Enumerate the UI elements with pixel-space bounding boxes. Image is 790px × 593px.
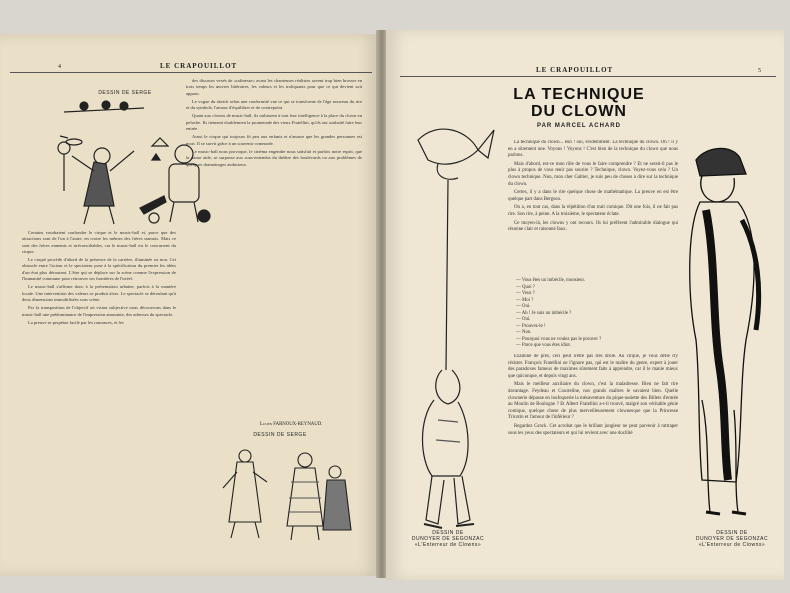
page-number: 4 xyxy=(58,64,61,70)
paragraph: Le music-hall nous provoque, le cinéma engendre nous satisfait et parfois notre esprit, que la danse aide, se surpasse aux sous-entendus du théâtre des boulevards ou aux problèmes de quelques dramaturges audacieux. xyxy=(186,148,362,167)
article-body xyxy=(508,140,678,275)
paragraph: La technique du clown... euh ! oui, évidemment. La technique du clown. Oh ! il y en a sûrement une. Voyons ! Voyons ! C'est bien de la technique du clown que nous parlons. xyxy=(508,140,678,159)
dialogue-line: — Oui. xyxy=(516,317,531,322)
dialogue-line: — Parce que vous êtes idiot. xyxy=(516,343,571,348)
running-head: LE CRAPOUILLOT xyxy=(160,62,238,70)
paragraph: Aussi le cirque qui toujours fit peu aux enfants et n'amuse que les grandes personnes est mort. Il se survit grâce à un souvenir commode. xyxy=(186,134,362,146)
paragraph: Le cirqué procède d'abord de la présence de la carrière, illuminée ou non. Cet obstacle entre l'acteur et le spectateur pose à la spécification du premier les idées d'un état plus déroutant. L'être qui se déplace sur la scène comme l'expression de l'humanité commune pour retrouver ses frontières de l'irréel. xyxy=(22,257,176,282)
dialogue-line: — Oui. xyxy=(516,304,531,309)
dialogue-line: — Vous ? xyxy=(516,291,535,296)
clown-drawing-right xyxy=(676,140,776,520)
paragraph: Par la transposition de l'objectif où vision subjective nous découvrons dans le music-hall une prédominance de l'impression amusante, des adresses du spectacle. xyxy=(22,305,176,317)
dialogue-line: — Vous êtes un imbécile, monsieur. xyxy=(516,278,585,283)
dialogue-line: — Pourquoi vous ne voulez pas le prouver ? xyxy=(516,336,602,342)
article-title xyxy=(504,86,654,120)
paragraph: Examiné de près, ceci peut n'être pas très drôle. Au cirque, je vous défie d'y résister. François Fratellini ne l'ignore pas, qui est le maître du genre, expert à jouer des paradoxes fameux de maximes sûrement faits à apprendre, car il le manie mieux que quiconque, et depuis vingt ans. xyxy=(508,354,678,379)
illustration-caption: DESSIN DE DUNOYER DE SEGONZAC «L'Enterreur de Clowns» xyxy=(411,530,485,548)
illustration-caption: DESSIN DE DUNOYER DE SEGONZAC «L'Enterreur de Clowns» xyxy=(695,530,769,548)
paragraph: Le vogue du sketch selon une conformité vue ce qui se transforme de l'âge nouveau du rire et du symbole, l'amour d'équilibrer et de contrepoint. xyxy=(186,98,362,111)
left-page xyxy=(0,34,380,576)
running-head: LE CRAPOUILLOT xyxy=(536,66,614,74)
illustration-caption: DESSIN DE SERGE xyxy=(253,432,307,438)
paragraph: Certes, il y a dans le rire quelque chose de mathématique. La preuve en est être quelque part dans Bergson. xyxy=(508,190,678,202)
clowns-illustration xyxy=(205,442,365,542)
paragraph: Mais d'abord, est-ce mon rôle de vous le faire comprendre ? Et ne serait-il pas le plus à propos de vous tenir pas sourire ? Technique, clown. Voyez-vous cela ? Un clown technique. Non, mon cher Galtier, je suis peu de choses à dire sur la technique du clown. xyxy=(508,161,678,187)
paragraph: des discours vexés de «rafinesse» avant les chanteuses réalistes savent trop bien brosser en trois temps les œuvres littéraires, les valeurs et les trafiquants pour que ce qui devient soit apparu. xyxy=(186,78,362,96)
dialogue-line: — Moi ? xyxy=(516,297,534,303)
title-line: LA TECHNIQUE xyxy=(513,86,645,103)
article-body-continued xyxy=(508,354,678,544)
right-page xyxy=(386,30,784,580)
article-column-left xyxy=(22,230,176,570)
clown-drawing-left xyxy=(398,100,508,540)
title-line: DU CLOWN xyxy=(531,103,627,120)
paragraph: Mais le meilleur auxiliaire du clown, c'est la maladresse. Bien ne fait rire davantage. Feydeau et Courteline, nos grands maîtres le savaient bien. Quelle clownerie dépasse en loufoquerie la mésaventure du pique-assiette des Billets d'entrée au Moulin de Boulogne ? Et Albert Fratellini a-t-il trouvé, malgré son véritable génie comique, quelque chose de plus merveilleusement clownesque que la Princesse Tricotin et l'amour de l'inférieur ? xyxy=(508,382,678,421)
illustration-caption: DESSIN DE SERGE xyxy=(98,90,152,96)
paragraph: La preuve se perpétue facile par les romances, et les xyxy=(28,319,124,325)
paragraph: Le music-hall s'affirme donc à la présentation urbaine, parfois à la manière locale. Une intervention des valeurs se produit alors. Le spectacle se déroulant qu'à deux dimensions immobilisées sous scène. xyxy=(22,284,176,302)
clown-dialogue xyxy=(508,278,678,350)
paragraph: Regardez Grock. Cet acrobat que le brillant jongleur ne peut parvenir à rattraper sous les yeux des spectateurs et qui lui revient avec une docilité xyxy=(508,423,678,436)
paragraph: Certains voudraient confondre le cirque et le music-hall et, parce que des attractions sont de l'un à l'autre, en croire les mêmes des frères siamois. Mais ce sont des frères ennemis et irréconciliables, car le music-hall est le concurrent du cirque. xyxy=(22,230,176,254)
page-number: 5 xyxy=(758,68,761,74)
header-rule xyxy=(400,76,776,77)
author-signature: Lucien FARNOUX-REYNAUD. xyxy=(260,422,323,427)
dialogue-line: — Ah ! Je suis un imbécile ? xyxy=(516,310,572,316)
paragraph: Quant aux clowns de music-hall, ils trahissent à tout leur intelligence à la place du clown en peluche. Ils tiennent doublement la promenade des vieux Fratellini, qu'ils ont souhaité faire leur entrée. xyxy=(186,113,362,132)
paragraph: On a, en tout cas, dans la répétition d'un trait comique. Dit une fois, il ne fait pas rire. Son rire, à peine. A la troisième, le spectateur éclate. xyxy=(508,205,678,217)
article-column-right xyxy=(186,78,362,418)
paragraph: Ce moyen-là, les clowns y ont recours. Ils lui préfèrent l'admirable dialogue qui résonne clair et raisonné faux. xyxy=(508,220,678,233)
byline: PAR MARCEL ACHARD xyxy=(537,123,621,129)
dialogue-line: — Non. xyxy=(516,330,532,335)
dialogue-line: — Quoi ? xyxy=(516,284,535,290)
header-rule xyxy=(10,72,372,73)
dialogue-line: — Prouvez-le ! xyxy=(516,323,546,329)
